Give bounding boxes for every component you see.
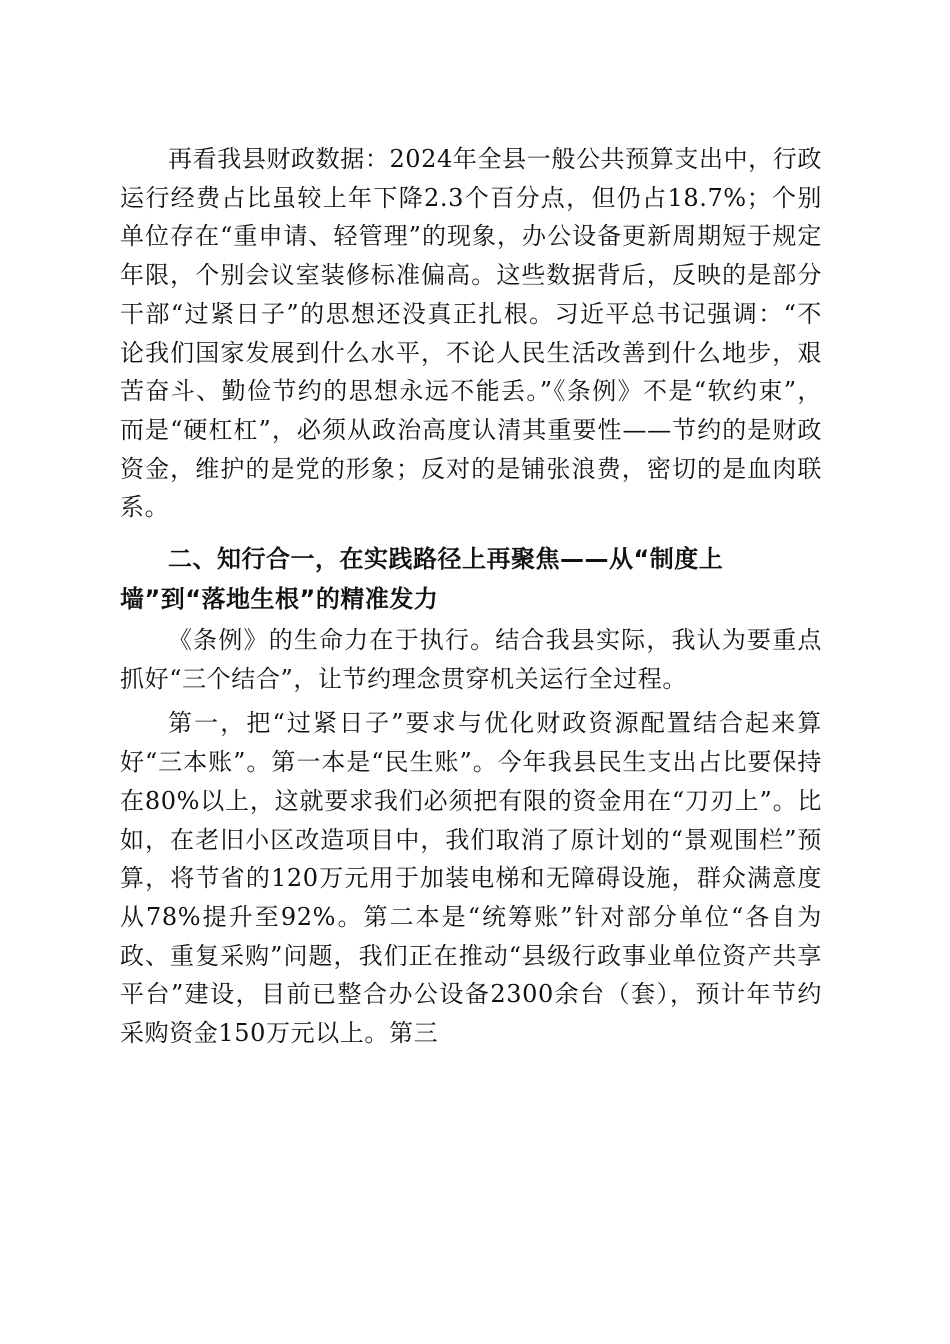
paragraph-first-combination: 第一，把“过紧日子”要求与优化财政资源配置结合起来算好“三本账”。第一本是“民生账”。今年我县民生支出占比要保持在80%以上，这就要求我们必须把有限的资金用在“刀刃上”。比如，在老旧小区改造项目中，我们取消了原计划的“景观围栏”预算，将节省的120万元用于加装电梯和无障碍设施，群众满意度从78%提升至92%。第二本是“统筹账”针对部分单位“各自为政、重复采购”问题，我们正在推动“县级行政事业单位资产共享平台”建设，目前已整合办公设备2300余台（套），预计年节约采购资金150万元以上。第三: [120, 709, 822, 1048]
paragraph-fiscal-data: 再看我县财政数据：2024年全县一般公共预算支出中，行政运行经费占比虽较上年下降2.3个百分点，但仍占18.7%；个别单位存在“重申请、轻管理”的现象，办公设备更新周期短于规定年限，个别会议室装修标准偏高。这些数据背后，反映的是部分干部“过紧日子”的思想还没真正扎根。习近平总书记强调：“不论我们国家发展到什么水平，不论人民生活改善到什么地步，艰苦奋斗、勤俭节约的思想永远不能丢。”《条例》不是“软约束”，而是“硬杠杠”，必须从政治高度认清其重要性——节约的是财政资金，维护的是党的形象；反对的是铺张浪费，密切的是血肉联系。: [120, 145, 822, 522]
paragraph-execution: 《条例》的生命力在于执行。结合我县实际，我认为要重点抓好“三个结合”，让节约理念贯穿机关运行全过程。: [120, 626, 822, 693]
section-heading-two: 二、知行合一，在实践路径上再聚焦——从“制度上墙”到“落地生根”的精准发力: [120, 545, 724, 614]
document-page: [120, 140, 822, 1053]
